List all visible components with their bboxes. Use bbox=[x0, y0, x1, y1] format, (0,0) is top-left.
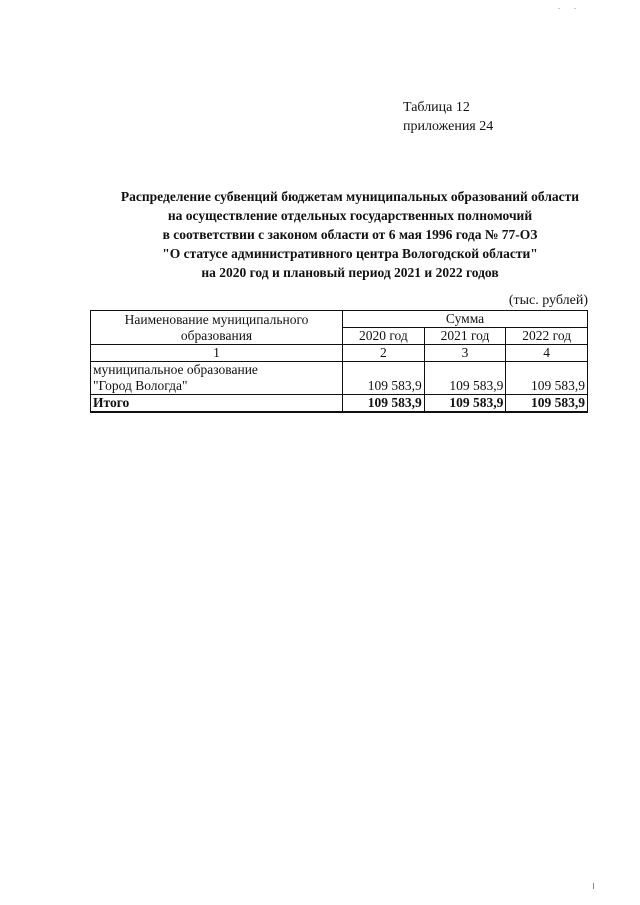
subvention-table bbox=[90, 310, 588, 413]
title-line: Распределение субвенций бюджетам муниципальных образований области bbox=[120, 189, 580, 204]
row-name-line: муниципальное образование bbox=[93, 362, 258, 377]
row-value: 109 583,9 bbox=[343, 362, 425, 395]
total-label: Итого bbox=[91, 395, 343, 413]
column-number-row bbox=[91, 345, 588, 362]
total-row bbox=[91, 395, 588, 413]
header-year: 2020 год bbox=[343, 328, 425, 345]
appendix-number: приложения 24 bbox=[403, 119, 494, 134]
row-value: 109 583,9 bbox=[506, 362, 588, 395]
units-label: (тыс. рублей) bbox=[508, 293, 588, 308]
table-number: Таблица 12 bbox=[403, 100, 470, 115]
table-reference bbox=[403, 98, 493, 136]
header-year: 2022 год bbox=[506, 328, 588, 345]
column-number: 3 bbox=[424, 345, 506, 362]
total-value: 109 583,9 bbox=[343, 395, 425, 413]
total-value: 109 583,9 bbox=[506, 395, 588, 413]
header-sum: Сумма bbox=[343, 311, 588, 328]
document-title bbox=[70, 187, 630, 282]
column-number: 1 bbox=[91, 345, 343, 362]
scan-artifact bbox=[593, 883, 594, 889]
table-row bbox=[91, 362, 588, 395]
header-year: 2021 год bbox=[424, 328, 506, 345]
column-number: 4 bbox=[506, 345, 588, 362]
total-value: 109 583,9 bbox=[424, 395, 506, 413]
header-name-cell bbox=[91, 311, 343, 345]
header-name-line: образования bbox=[180, 327, 253, 343]
scan-artifact: . . bbox=[558, 2, 582, 11]
row-name-cell bbox=[91, 362, 343, 395]
header-name-line: Наименование муниципального bbox=[124, 311, 309, 327]
row-value: 109 583,9 bbox=[424, 362, 506, 395]
column-number: 2 bbox=[343, 345, 425, 362]
row-name-line: "Город Вологда" bbox=[93, 378, 188, 393]
title-line: на 2020 год и плановый период 2021 и 2022 годов bbox=[201, 265, 499, 280]
title-line: в соответствии с законом области от 6 мая 1996 года № 77-ОЗ bbox=[162, 227, 538, 242]
title-line: на осуществление отдельных государственных полномочий bbox=[167, 208, 533, 223]
header-row bbox=[91, 311, 588, 328]
title-line: "О статусе административного центра Вологодской области" bbox=[162, 246, 538, 261]
